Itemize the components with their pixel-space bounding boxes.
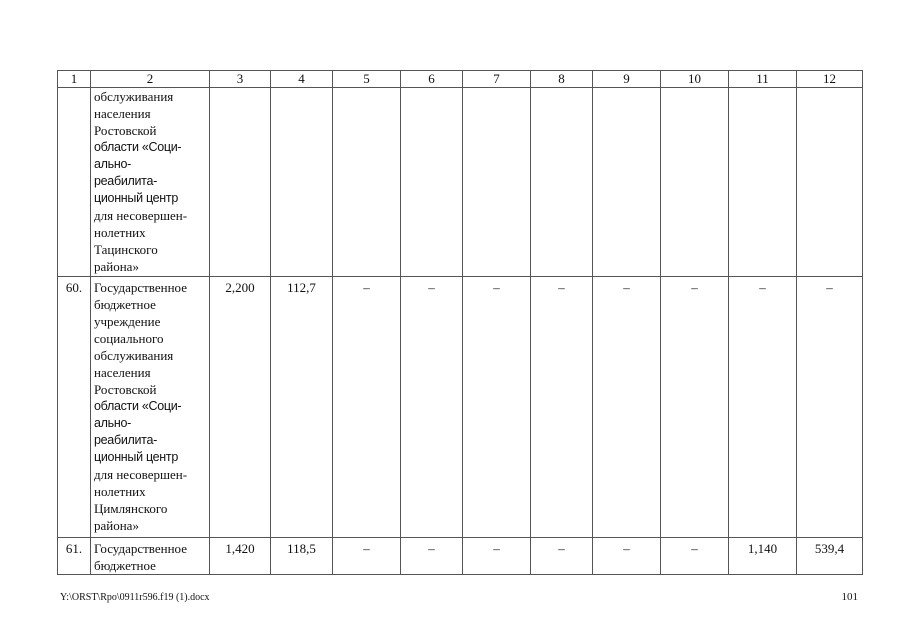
row-number-cell: 60. — [58, 277, 91, 538]
name-line: бюджетное — [94, 297, 156, 312]
value-cell — [661, 88, 729, 277]
value-cell: – — [797, 277, 863, 538]
name-line: области «Соци- — [94, 140, 182, 154]
value-cell: – — [661, 538, 729, 575]
value-cell: – — [729, 277, 797, 538]
value-cell — [333, 88, 401, 277]
value-cell: 539,4 — [797, 538, 863, 575]
value-cell: – — [401, 277, 463, 538]
column-header-8: 8 — [531, 71, 593, 88]
name-line: населения — [94, 106, 151, 121]
name-line: района» — [94, 518, 139, 533]
name-line: Государственное — [94, 280, 187, 295]
name-line: для несовершен- — [94, 208, 188, 223]
row-number-cell — [58, 88, 91, 277]
institution-name-cell — [91, 277, 210, 538]
value-cell: 1,140 — [729, 538, 797, 575]
column-header-3: 3 — [210, 71, 271, 88]
data-table — [57, 70, 863, 575]
value-cell: 1,420 — [210, 538, 271, 575]
column-header-11: 11 — [729, 71, 797, 88]
column-header-1: 1 — [58, 71, 91, 88]
footer-page-number: 101 — [841, 591, 858, 603]
name-line: нолетних — [94, 225, 146, 240]
name-line: обслуживания — [94, 348, 174, 363]
column-header-10: 10 — [661, 71, 729, 88]
name-line: ально- — [94, 157, 131, 171]
value-cell: 2,200 — [210, 277, 271, 538]
value-cell: – — [661, 277, 729, 538]
name-line: населения — [94, 365, 151, 380]
name-line: ционный центр — [94, 191, 178, 205]
value-cell: – — [333, 538, 401, 575]
column-header-9: 9 — [593, 71, 661, 88]
value-cell — [463, 88, 531, 277]
row-number-cell: 61. — [58, 538, 91, 575]
name-line: Ростовской — [94, 382, 157, 397]
institution-name-cell — [91, 88, 210, 277]
table-row-continued — [58, 88, 863, 277]
name-line: реабилита- — [94, 433, 157, 447]
name-line: Цимлянского — [94, 501, 168, 516]
column-header-12: 12 — [797, 71, 863, 88]
value-cell — [729, 88, 797, 277]
name-line: социального — [94, 331, 164, 346]
value-cell: – — [593, 277, 661, 538]
name-line: бюджетное — [94, 558, 156, 573]
name-line: учреждение — [94, 314, 161, 329]
name-line: реабилита- — [94, 174, 157, 188]
column-header-5: 5 — [333, 71, 401, 88]
column-header-7: 7 — [463, 71, 531, 88]
column-header-4: 4 — [271, 71, 333, 88]
name-line: области «Соци- — [94, 399, 182, 413]
value-cell: – — [333, 277, 401, 538]
value-cell: – — [463, 277, 531, 538]
name-line: Ростовской — [94, 123, 157, 138]
footer-file-path: Y:\ORST\Rpo\0911r596.f19 (1).docx — [60, 592, 210, 603]
institution-name-cell — [91, 538, 210, 575]
table-row — [58, 277, 863, 538]
value-cell — [797, 88, 863, 277]
table-row — [58, 538, 863, 575]
name-line: Тацинского — [94, 242, 158, 257]
value-cell — [210, 88, 271, 277]
value-cell — [593, 88, 661, 277]
name-line: ально- — [94, 416, 131, 430]
value-cell — [271, 88, 333, 277]
name-line: нолетних — [94, 484, 146, 499]
value-cell — [531, 88, 593, 277]
value-cell: – — [531, 277, 593, 538]
name-line: Государственное — [94, 541, 187, 556]
value-cell — [401, 88, 463, 277]
name-line: ционный центр — [94, 450, 178, 464]
name-line: района» — [94, 259, 139, 274]
value-cell: 112,7 — [271, 277, 333, 538]
value-cell: 118,5 — [271, 538, 333, 575]
value-cell: – — [463, 538, 531, 575]
value-cell: – — [531, 538, 593, 575]
header-row — [58, 71, 863, 88]
column-header-2: 2 — [91, 71, 210, 88]
column-header-6: 6 — [401, 71, 463, 88]
value-cell: – — [593, 538, 661, 575]
value-cell: – — [401, 538, 463, 575]
name-line: обслуживания — [94, 89, 174, 104]
name-line: для несовершен- — [94, 467, 188, 482]
